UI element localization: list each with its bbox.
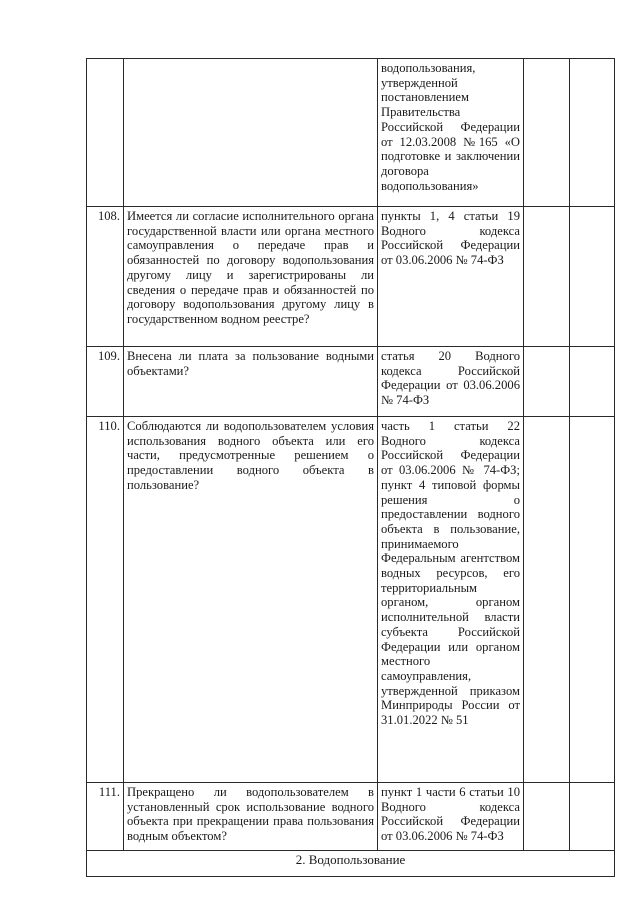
row-reference: статья 20 Водного кодекса Российской Федерации от 03.06.2006 № 74-ФЗ: [378, 347, 524, 417]
table-row: [87, 207, 615, 347]
table-row: [87, 59, 615, 207]
answer-cell-no: [570, 347, 615, 417]
row-reference: пункт 1 части 6 статьи 10 Водного кодекса Российской Федерации от 03.06.2006 № 74-ФЗ: [378, 783, 524, 851]
row-number: 111.: [87, 783, 124, 851]
answer-cell-yes: [524, 347, 570, 417]
answer-cell-no: [570, 417, 615, 783]
section-row: [87, 851, 615, 877]
row-reference: водопользования, утвержденной постановлением Правительства Российской Федерации от 12.03.2008 №165 «О подготовке и заключении договора водопользования»: [378, 59, 524, 207]
row-reference: пункты 1, 4 статьи 19 Водного кодекса Российской Федерации от 03.06.2006 № 74-ФЗ: [378, 207, 524, 347]
answer-cell-yes: [524, 417, 570, 783]
table-row: [87, 783, 615, 851]
row-number: [87, 59, 124, 207]
row-number: 108.: [87, 207, 124, 347]
row-question: [124, 59, 378, 207]
row-question: Соблюдаются ли водопользователем условия использования водного объекта или его части, предусмотренные решением о предоставлении водного объекта в пользование?: [124, 417, 378, 783]
row-question: Имеется ли согласие исполнительного органа государственной власти или органа местного самоуправления о передаче прав и обязанностей по договору водопользования другому лицу и зарегистрированы ли сведения о передаче прав и обязанностей по договору водопользования другому лицу в государственном водном реестре?: [124, 207, 378, 347]
table-row: [87, 347, 615, 417]
section-heading: 2. Водопользование: [87, 851, 615, 877]
row-number: 109.: [87, 347, 124, 417]
answer-cell-no: [570, 207, 615, 347]
answer-cell-no: [570, 783, 615, 851]
row-reference: часть 1 статьи 22 Водного кодекса Российской Федерации от 03.06.2006 № 74-ФЗ; пункт 4 типовой формы решения о предоставлении водного объекта в пользование, принимаемого Федеральным агентством водных ресурсов, его территориальным органом, органом исполнительной власти субъекта Российской Федерации или органом местного самоуправления, утвержденной приказом Минприроды России от 31.01.2022 № 51: [378, 417, 524, 783]
answer-cell-yes: [524, 59, 570, 207]
answer-cell-yes: [524, 783, 570, 851]
row-question: Прекращено ли водопользователем в установленный срок использование водного объекта при прекращении права пользования водным объектом?: [124, 783, 378, 851]
checklist-table: [86, 58, 615, 877]
row-number: 110.: [87, 417, 124, 783]
row-question: Внесена ли плата за пользование водными объектами?: [124, 347, 378, 417]
table-row: [87, 417, 615, 783]
answer-cell-yes: [524, 207, 570, 347]
answer-cell-no: [570, 59, 615, 207]
